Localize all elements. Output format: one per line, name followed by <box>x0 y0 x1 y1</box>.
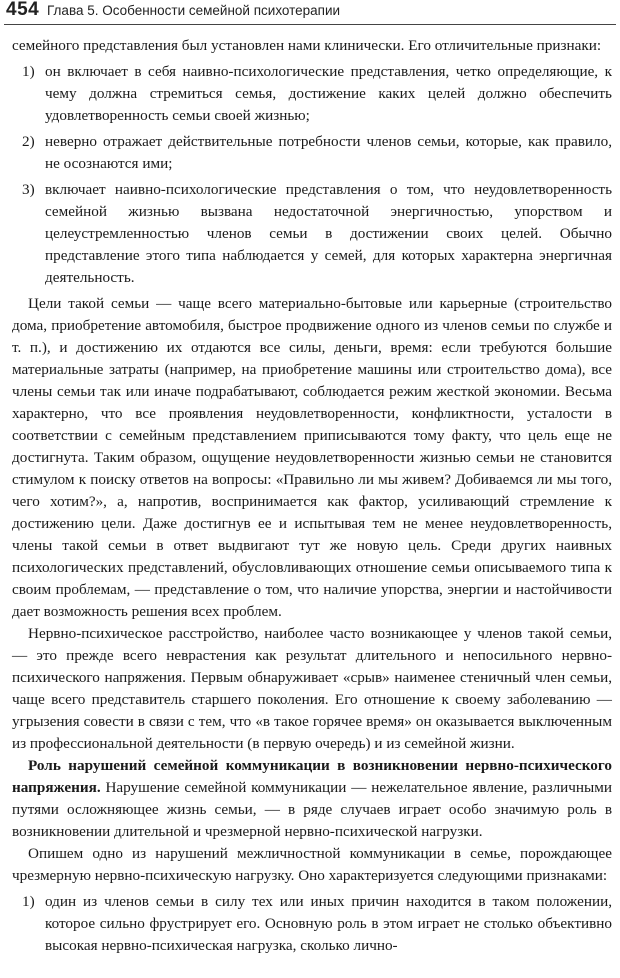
list-item <box>12 131 612 175</box>
page-header <box>0 0 620 24</box>
list-item <box>12 179 612 289</box>
list-item-number: 2) <box>22 133 35 150</box>
list-item-text: неверно отражает действительные потребности членов семьи, которые, как правило, не осознаются ими; <box>45 133 612 172</box>
list-item <box>12 61 612 127</box>
page-body <box>12 35 612 957</box>
running-head: Глава 5. Особенности семейной психотерапии <box>47 3 341 18</box>
paragraph-neurasthenia: Нервно-психическое расстройство, наиболее часто возникающее у членов такой семьи, — это прежде всего неврастения как результат длительного и непосильного нервно-психического напряжения. Первым обнаруживает «срыв» наименее стеничный член семьи, чаще всего представитель старшего поколения. Его отношение к своему заболеванию — угрызения совести в связи с тем, что «в такое горячее время» он оказывается выключенным из профессиональной деятельности (в первую очередь) и из семейной жизни. <box>12 625 612 752</box>
list-item-number: 1) <box>22 63 35 80</box>
paragraph-communication <box>12 755 612 843</box>
paragraph-family-goals: Цели такой семьи — чаще всего материально-бытовые или карьерные (строительство дома, приобретение автомобиля, быстрое продвижение одного из членов семьи по службе и т. п.), и достижению их отдаются все силы, деньги, время: если требуются большие материальные затраты (например, на приобретение машины или строительство дома), все члены семьи так или иначе подрабатывают, соблюдается режим жесткой экономии. Весьма характерно, что все проявления неудовлетворенности, конфликтности, усталости в соответствии с семейным представлением приписываются тому факту, что цель еще не достигнута. Таким образом, ощущение неудовлетворенности жизнью семьи не становится стимулом к поиску ответов на вопросы: «Правильно ли мы живем? Добиваемся ли мы того, чего хотим?», а, напротив, воспринимается как фактор, усиливающий стремление к достижению цели. Даже достигнув ее и испытывая тем не менее неудовлетворенность, члены такой семьи в ответ выдвигают тут же новую цель. Среди других наивных психологических представлений, обусловливающих отношение семьи описываемого типа к своим проблемам, — представление о том, что наличие упорства, энергии и настойчивости дает возможность решения всех проблем. <box>12 295 612 620</box>
paragraph-describe: Опишем одно из нарушений межличностной коммуникации в семье, порождающее чрезмерную нервно-психическую нагрузку. Оно характеризуется следующими признаками: <box>12 845 612 884</box>
list-item <box>12 891 612 957</box>
page-number: 454 <box>6 0 40 20</box>
list-item-number: 3) <box>22 181 35 198</box>
list-item-number: 1) <box>22 893 35 910</box>
list-item-text: он включает в себя наивно-психологические представления, четко определяющие, к чему должна стремиться семья, достижение каких целей должно обеспечить удовлетворенность семьи своей жизнью; <box>45 63 612 124</box>
header-rule <box>4 24 616 25</box>
features-list <box>12 891 612 957</box>
paragraph-text: Нарушение семейной коммуникации — нежелательное явление, различными путями осложняющее жизнь семьи, — в ряде случаев играет особо значимую роль в возникновении длительной и чрезмерной нервно-психической нагрузки. <box>12 779 612 840</box>
list-item-text: один из членов семьи в силу тех или иных причин находится в таком положении, которое сильно фрустрирует его. Основную роль в этом играет не столько объективно высокая нервно-психическая нагрузка, сколько лично- <box>45 893 612 954</box>
list-item-text: включает наивно-психологические представления о том, что неудовлетворенность семейной жизнью вызвана недостаточной энергичностью, упорством и целеустремленностью членов семьи в достижении своих целей. Обычно представление этого типа наблюдается у семей, для которых характерна энергичная деятельность. <box>45 181 612 286</box>
run-in-heading: Роль нарушений семейной коммуникации в возникновении нервно-психического напряжения. <box>12 757 612 796</box>
criteria-list <box>12 61 612 289</box>
paragraph-continuation: семейного представления был установлен нами клинически. Его отличительные признаки: <box>12 37 602 54</box>
